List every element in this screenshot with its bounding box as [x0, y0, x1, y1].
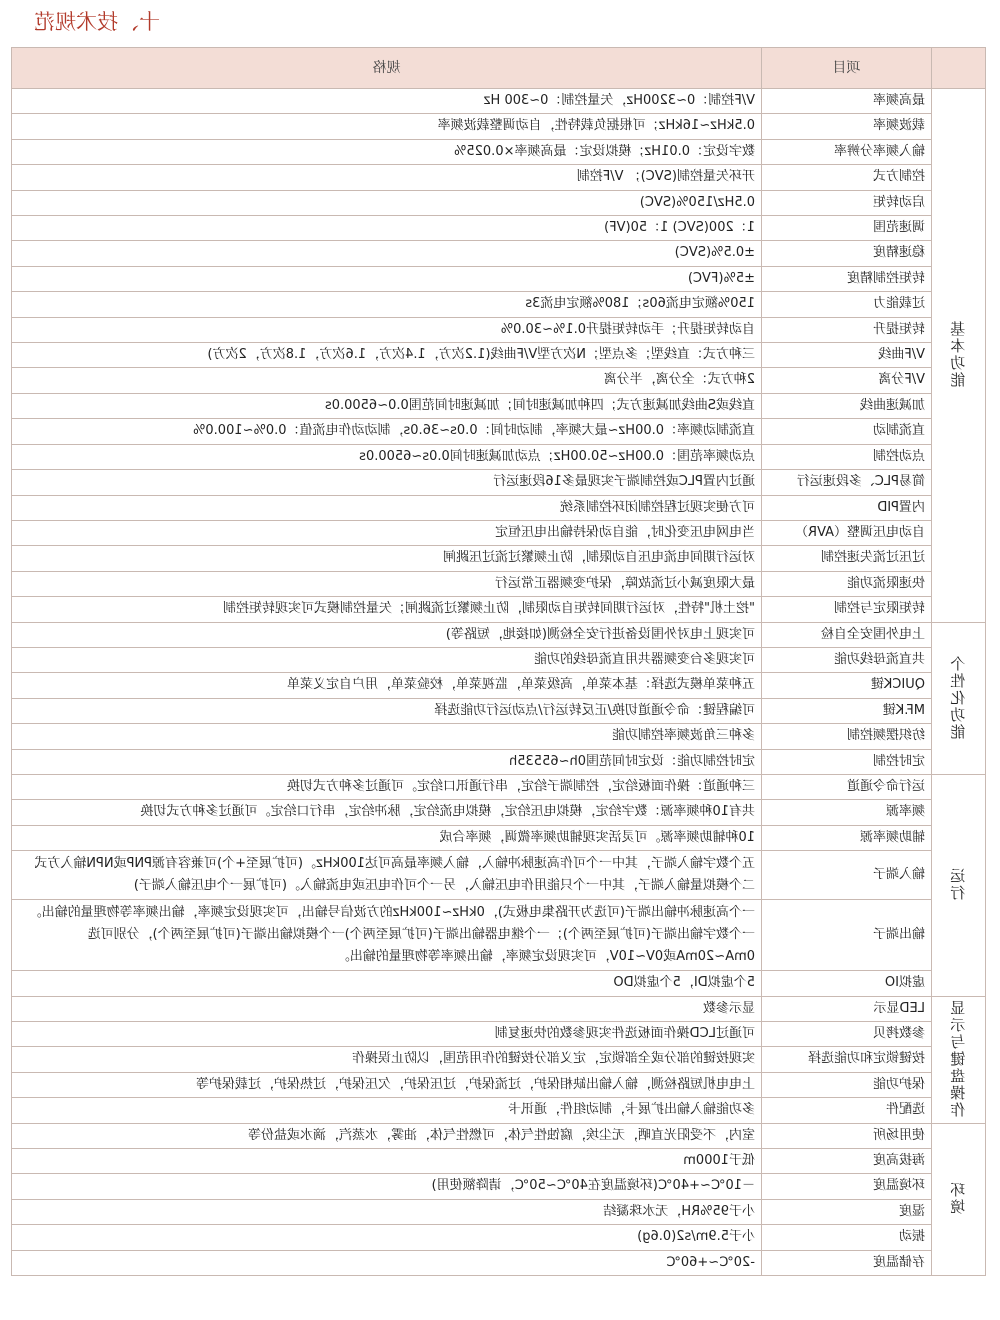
item-cell: 转矩控制精度 [762, 266, 932, 291]
table-row [12, 368, 986, 393]
table-row [12, 900, 986, 971]
spec-cell: 可方便实现过程控制闭环控制系统 [12, 495, 762, 520]
spec-cell: 可编程键：命令通道切换/正反转运行/点动运行功能选择 [12, 698, 762, 723]
table-row [12, 1098, 986, 1123]
item-cell: 过压过流失速控制 [762, 546, 932, 571]
item-cell: 湿度 [762, 1199, 932, 1224]
table-row [12, 1225, 986, 1250]
table-row [12, 470, 986, 495]
table-row [12, 444, 986, 469]
item-cell: 环境温度 [762, 1174, 932, 1199]
item-cell: 辅助频率源 [762, 825, 932, 850]
item-cell: 转矩限定与控制 [762, 597, 932, 622]
spec-cell: 多种三角波频率控制功能 [12, 724, 762, 749]
spec-cell: 实现按键的部分或全部锁定，定义部分按键的作用范围，以防止误操作 [12, 1047, 762, 1072]
item-cell: V/F分离 [762, 368, 932, 393]
item-cell: 快速限流功能 [762, 571, 932, 596]
table-row [12, 597, 986, 622]
category-cell: 基本功能 [932, 89, 986, 623]
table-row [12, 749, 986, 774]
table-row [12, 393, 986, 418]
table-row [12, 1149, 986, 1174]
item-cell: 参数拷贝 [762, 1022, 932, 1047]
spec-cell: -20℃~+60℃ [12, 1250, 762, 1275]
spec-cell: 点动频率范围：0.00Hz~50.00Hz；点动加减速时间0.0s~6500.0s [12, 444, 762, 469]
item-cell: LED显示 [762, 996, 932, 1021]
item-cell: 载波频率 [762, 114, 932, 139]
spec-cell: 当电网电压变化时，能自动保持输出电压恒定 [12, 520, 762, 545]
item-cell: 过载能力 [762, 292, 932, 317]
item-cell: 点动控制 [762, 444, 932, 469]
item-cell: 共直流母线功能 [762, 647, 932, 672]
item-cell: 转矩提升 [762, 317, 932, 342]
table-row [12, 774, 986, 799]
spec-cell: 2种方式：全分离，半分离 [12, 368, 762, 393]
spec-cell: 直流制动频率：0.00Hz~最大频率，制动时间：0.0s~36.0s，制动动作电流值：0.0%~100.0% [12, 419, 762, 444]
spec-cell: 10种辅助频率源。可灵活实现辅助频率微调，频率合成 [12, 825, 762, 850]
category-cell: 个性化功能 [932, 622, 986, 774]
item-cell: 运行命令通道 [762, 774, 932, 799]
item-cell: QUICK键 [762, 673, 932, 698]
table-row [12, 165, 986, 190]
item-cell: 纺织摆频控制 [762, 724, 932, 749]
table-row [12, 825, 986, 850]
spec-cell: 五个数字输入端子，其中一个可作高速脉冲输入，输入频率最高可达100kHz。(可扩展至+个)可兼容有源PNP或NPN输入方式 二个模拟量输入端子，其中一个只能用作电压输入，另一个可作电压或电流输入。(可扩展一个电压输入端子) [12, 851, 762, 900]
item-cell: 虚拟IO [762, 971, 932, 996]
table-row [12, 241, 986, 266]
spec-cell: 小于95%RH，无水珠凝结 [12, 1199, 762, 1224]
table-row [12, 1047, 986, 1072]
item-cell: 选配件 [762, 1098, 932, 1123]
item-cell: 控制方式 [762, 165, 932, 190]
table-row [12, 292, 986, 317]
table-row [12, 647, 986, 672]
table-row [12, 546, 986, 571]
table-row [12, 698, 986, 723]
spec-cell: 可实现多台变频器共用直流母线的功能 [12, 647, 762, 672]
table-row [12, 1199, 986, 1224]
table-row [12, 89, 986, 114]
spec-cell: 定时控制功能：设定时间范围0h~65535h [12, 749, 762, 774]
spec-cell: 5个虚拟DI，5个虚拟DO [12, 971, 762, 996]
item-cell: 振动 [762, 1225, 932, 1250]
header-item: 项目 [762, 48, 932, 89]
spec-cell: ±0.5%(SVC) [12, 241, 762, 266]
table-row [12, 1250, 986, 1275]
spec-cell: 直线或S曲线加减速方式；四种加减速时间；加减速时间范围0.0~6500.0s [12, 393, 762, 418]
page-title: 十、技术规范 [34, 10, 160, 34]
spec-cell: 0.5kHz~16kHz；可根据负载特性，自动调整载波频率 [12, 114, 762, 139]
table-row [12, 495, 986, 520]
spec-cell: 上电电机短路检测，输入输出缺相保护，过流保护，过压保护，欠压保护，过热保护，过载保护等 [12, 1072, 762, 1097]
table-row [12, 673, 986, 698]
item-cell: 输入频率分辨率 [762, 139, 932, 164]
spec-cell: 通过内置PLC或控制端子实现最多16段速运行 [12, 470, 762, 495]
table-row [12, 139, 986, 164]
item-cell: 定时控制 [762, 749, 932, 774]
header-category [932, 48, 986, 89]
table-row [12, 317, 986, 342]
table-row [12, 800, 986, 825]
item-cell: 输入端子 [762, 851, 932, 900]
table-row [12, 343, 986, 368]
spec-cell: 最大限度减小过流故障，保护变频器正常运行 [12, 571, 762, 596]
spec-cell: 室内，不受阳光直晒，无尘埃，腐蚀性气体，可燃性气体，油雾，水蒸汽，滴水或盐份等 [12, 1123, 762, 1148]
spec-cell: 1：200(SVC) 1：50(VF) [12, 216, 762, 241]
spec-cell: 0.5Hz/150%(SVC) [12, 190, 762, 215]
item-cell: 直流制动 [762, 419, 932, 444]
item-cell: 频率源 [762, 800, 932, 825]
table-header-row [12, 48, 986, 89]
table-row [12, 996, 986, 1021]
spec-cell: 多功能输入输出扩展卡，制动组件，通讯卡 [12, 1098, 762, 1123]
category-cell: 显示与键盘操作 [932, 996, 986, 1123]
spec-cell: 三种通道：操作面板给定，控制端子给定，串行通讯口给定。可通过多种方式切换 [12, 774, 762, 799]
table-row [12, 1174, 986, 1199]
item-cell: 保护功能 [762, 1072, 932, 1097]
category-cell: 环境 [932, 1123, 986, 1275]
item-cell: MF.K键 [762, 698, 932, 723]
spec-cell: 开环矢量控制(SVC)； V/F控制 [12, 165, 762, 190]
table-row [12, 216, 986, 241]
spec-cell: 可通过LCD操作面板选件实现参数的快速复制 [12, 1022, 762, 1047]
table-row [12, 571, 986, 596]
spec-cell: 显示参数 [12, 996, 762, 1021]
item-cell: 稳速精度 [762, 241, 932, 266]
item-cell: 调速范围 [762, 216, 932, 241]
table-row [12, 419, 986, 444]
spec-cell: 一个高速脉冲输出端子(可选为开路集电极式)，0kHz~100kHz的方波信号输出，可实现设定频率，输出频率等物理量的输出。一个数字输出端子(可扩展至两个)；一个继电器输出端子(可扩展至两个)一个模拟输出端子(可扩展至两个)，分别可选0mA~20mA或0V~10V，可实现设定频率，输出频率等物理量的输出。 [12, 900, 762, 971]
item-cell: 按键锁定和功能选择 [762, 1047, 932, 1072]
item-cell: 上电外围安全自检 [762, 622, 932, 647]
table-row [12, 1022, 986, 1047]
table-row [12, 266, 986, 291]
category-cell: 运行 [932, 774, 986, 996]
item-cell: 内置PID [762, 495, 932, 520]
item-cell: 使用场所 [762, 1123, 932, 1148]
spec-cell: 三种方式：直线型；多点型；N次方型V/F曲线(1.2次方，1.4次方，1.6次方，1.8次方，2次方) [12, 343, 762, 368]
spec-cell: ±5%(FVC) [12, 266, 762, 291]
table-row [12, 1072, 986, 1097]
spec-cell: 低于1000m [12, 1149, 762, 1174]
spec-cell: 150%额定电流60s；180%额定电流3s [12, 292, 762, 317]
spec-cell: －10℃~+40℃(环境温度在40℃~50℃，请降额使用) [12, 1174, 762, 1199]
spec-cell: 可实现上电对外围设备进行安全检测(如接地，短路等) [12, 622, 762, 647]
spec-cell: V/F控制：0~3200Hz，矢量控制：0~300 Hz [12, 89, 762, 114]
table-row [12, 724, 986, 749]
spec-cell: "挖土机"特性，对运行期间转矩自动限制，防止频繁过流跳闸；矢量控制模式可实现转矩控制 [12, 597, 762, 622]
spec-cell: 小于5.9m/s2(0.6g) [12, 1225, 762, 1250]
spec-cell: 对运行期间电流电压自动限制，防止频繁过流过压跳闸 [12, 546, 762, 571]
table-row [12, 114, 986, 139]
spec-cell: 数字设定：0.01Hz；模拟设定：最高频率×0.025% [12, 139, 762, 164]
item-cell: 最高频率 [762, 89, 932, 114]
spec-cell: 五种菜单模式选择：基本菜单，高级菜单，监视菜单，校验菜单，用户自定义菜单 [12, 673, 762, 698]
table-row [12, 190, 986, 215]
table-row [12, 851, 986, 900]
item-cell: 输出端子 [762, 900, 932, 971]
item-cell: 加减速曲线 [762, 393, 932, 418]
item-cell: 自动电压调整（AVR） [762, 520, 932, 545]
item-cell: 海拔高度 [762, 1149, 932, 1174]
header-spec: 规格 [12, 48, 762, 89]
item-cell: 存储温度 [762, 1250, 932, 1275]
spec-cell: 共有10种频率源：数字给定，模拟电压给定，模拟电流给定，脉冲给定，串行口给定。可通过多种方式切换 [12, 800, 762, 825]
item-cell: V/F曲线 [762, 343, 932, 368]
spec-table [11, 47, 986, 1276]
table-body [12, 89, 986, 1276]
table-row [12, 971, 986, 996]
table-row [12, 520, 986, 545]
table-row [12, 1123, 986, 1148]
item-cell: 简易PLC、多段速运行 [762, 470, 932, 495]
table-row [12, 622, 986, 647]
spec-cell: 自动转矩提升；手动转矩提升0.1%~30.0% [12, 317, 762, 342]
item-cell: 启动转矩 [762, 190, 932, 215]
